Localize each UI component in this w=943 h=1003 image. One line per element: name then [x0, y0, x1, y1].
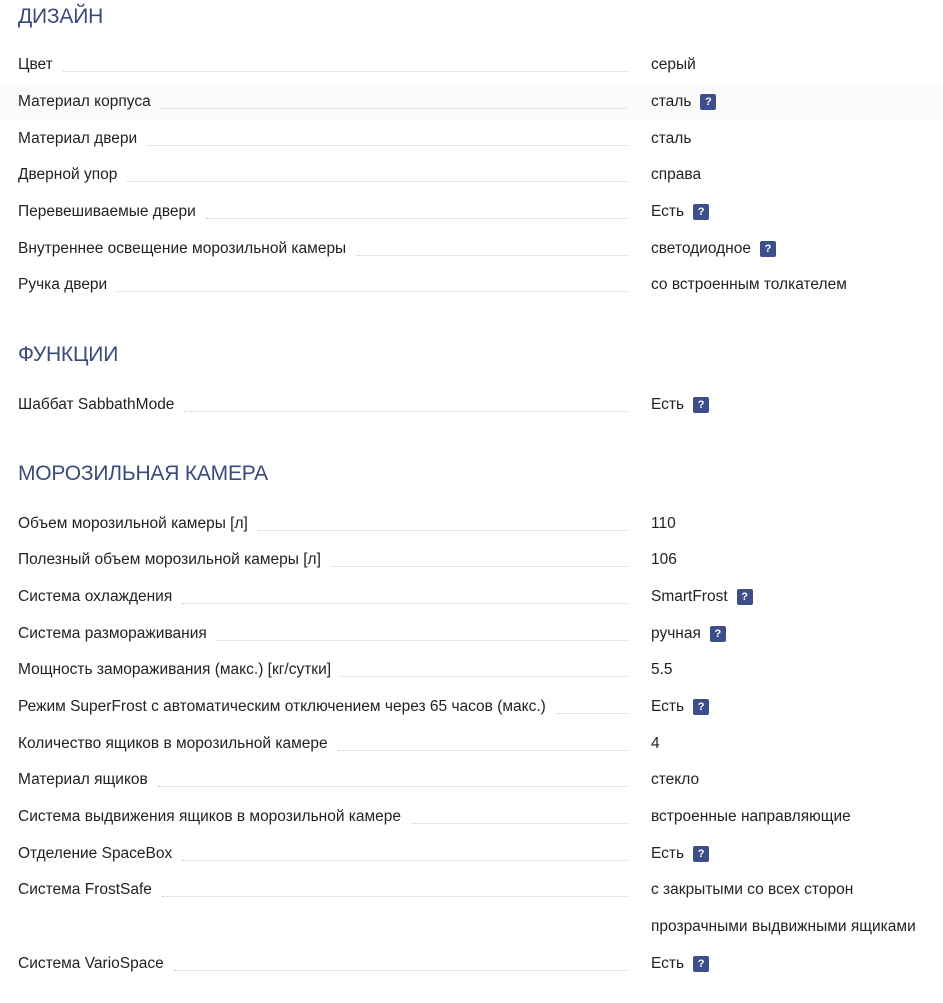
dotted-leader — [174, 970, 628, 971]
spec-label: Система выдвижения ящиков в морозильной камере — [18, 808, 402, 825]
dotted-leader — [158, 786, 628, 787]
spec-row-body-material — [0, 84, 943, 120]
dotted-leader — [356, 255, 628, 256]
spec-row-frostsafe — [0, 872, 943, 908]
spec-label: Ручка двери — [18, 276, 108, 293]
spec-row-defrost-system — [0, 616, 943, 652]
section-title-freezer: МОРОЗИЛЬНАЯ КАМЕРА — [18, 462, 268, 485]
spec-label: Дверной упор — [18, 166, 118, 183]
dotted-leader — [182, 860, 628, 861]
spec-value: справа — [651, 166, 702, 183]
spec-row-door-material — [0, 121, 943, 157]
spec-label: Материал ящиков — [18, 771, 148, 788]
spec-value: Есть — [651, 698, 685, 715]
spec-row-variospace — [0, 946, 943, 982]
spec-value: 4 — [651, 735, 660, 752]
section-title-design: ДИЗАЙН — [18, 5, 104, 28]
spec-label: Цвет — [18, 56, 53, 73]
spec-value: встроенные направляющие — [651, 808, 851, 825]
dotted-leader — [162, 896, 628, 897]
dotted-leader — [341, 676, 628, 677]
spec-row-color — [0, 47, 943, 83]
dotted-leader — [117, 291, 628, 292]
spec-label: Объем морозильной камеры [л] — [18, 515, 248, 532]
spec-value-continuation — [651, 909, 916, 945]
spec-label: Система размораживания — [18, 625, 207, 642]
spec-value: сталь — [651, 93, 692, 110]
dotted-leader — [217, 640, 628, 641]
spec-value: Есть — [651, 955, 685, 972]
dotted-leader — [206, 218, 628, 219]
spec-label: Внутреннее освещение морозильной камеры — [18, 240, 347, 257]
dotted-leader — [63, 71, 628, 72]
spec-value: светодиодное — [651, 240, 751, 257]
dotted-leader — [338, 750, 628, 751]
spec-value: Есть — [651, 845, 685, 862]
spec-row-interior-lighting — [0, 231, 943, 267]
help-icon[interactable]: ? — [693, 397, 709, 413]
spec-row-door-handle — [0, 267, 943, 303]
spec-row-superfrost — [0, 689, 943, 725]
spec-value: с закрытыми со всех сторон — [651, 881, 854, 898]
dotted-leader — [184, 411, 628, 412]
spec-value: стекло — [651, 771, 700, 788]
spec-row-spacebox — [0, 836, 943, 872]
spec-label: Система FrostSafe — [18, 881, 152, 898]
spec-label: Шаббат SabbathMode — [18, 396, 175, 413]
spec-label: Материал двери — [18, 130, 138, 147]
spec-value: ручная — [651, 625, 701, 642]
spec-value: Есть — [651, 203, 685, 220]
dotted-leader — [161, 108, 628, 109]
spec-value: SmartFrost — [651, 588, 728, 605]
spec-row-freezing-capacity — [0, 652, 943, 688]
spec-label: Мощность замораживания (макс.) [кг/сутки] — [18, 661, 332, 678]
spec-row-drawer-count — [0, 726, 943, 762]
spec-row-reversible-doors — [0, 194, 943, 230]
spec-value: 106 — [651, 551, 677, 568]
help-icon[interactable]: ? — [760, 241, 776, 257]
spec-value: сталь — [651, 130, 692, 147]
spec-label: Полезный объем морозильной камеры [л] — [18, 551, 321, 568]
help-icon[interactable]: ? — [700, 94, 716, 110]
spec-label: Система VarioSpace — [18, 955, 164, 972]
help-icon[interactable]: ? — [737, 589, 753, 605]
dotted-leader — [147, 145, 628, 146]
dotted-leader — [127, 181, 628, 182]
spec-row-usable-volume — [0, 542, 943, 578]
spec-row-sabbath-mode — [0, 387, 943, 423]
spec-row-door-hinge — [0, 157, 943, 193]
spec-value: 5.5 — [651, 661, 673, 678]
dotted-leader — [258, 530, 628, 531]
spec-value: со встроенным толкателем — [651, 276, 847, 293]
help-icon[interactable]: ? — [693, 699, 709, 715]
dotted-leader — [556, 713, 628, 714]
dotted-leader — [331, 566, 628, 567]
spec-value: 110 — [651, 515, 676, 532]
help-icon[interactable]: ? — [693, 956, 709, 972]
spec-value: серый — [651, 56, 696, 73]
spec-label: Система охлаждения — [18, 588, 173, 605]
spec-label: Перевешиваемые двери — [18, 203, 196, 220]
spec-value: Есть — [651, 396, 685, 413]
dotted-leader — [182, 603, 628, 604]
spec-row-drawer-slides — [0, 799, 943, 835]
help-icon[interactable]: ? — [693, 846, 709, 862]
help-icon[interactable]: ? — [710, 626, 726, 642]
spec-row-cooling-system — [0, 579, 943, 615]
spec-label: Отделение SpaceBox — [18, 845, 173, 862]
dotted-leader — [411, 823, 628, 824]
spec-label: Количество ящиков в морозильной камере — [18, 735, 328, 752]
spec-row-drawer-material — [0, 762, 943, 798]
spec-label: Режим SuperFrost с автоматическим отключением через 65 часов (макс.) — [18, 698, 546, 715]
spec-value-line2: прозрачными выдвижными ящиками — [651, 918, 916, 935]
spec-label: Материал корпуса — [18, 93, 151, 110]
section-title-functions: ФУНКЦИИ — [18, 343, 119, 366]
help-icon[interactable]: ? — [693, 204, 709, 220]
spec-row-freezer-volume — [0, 506, 943, 542]
